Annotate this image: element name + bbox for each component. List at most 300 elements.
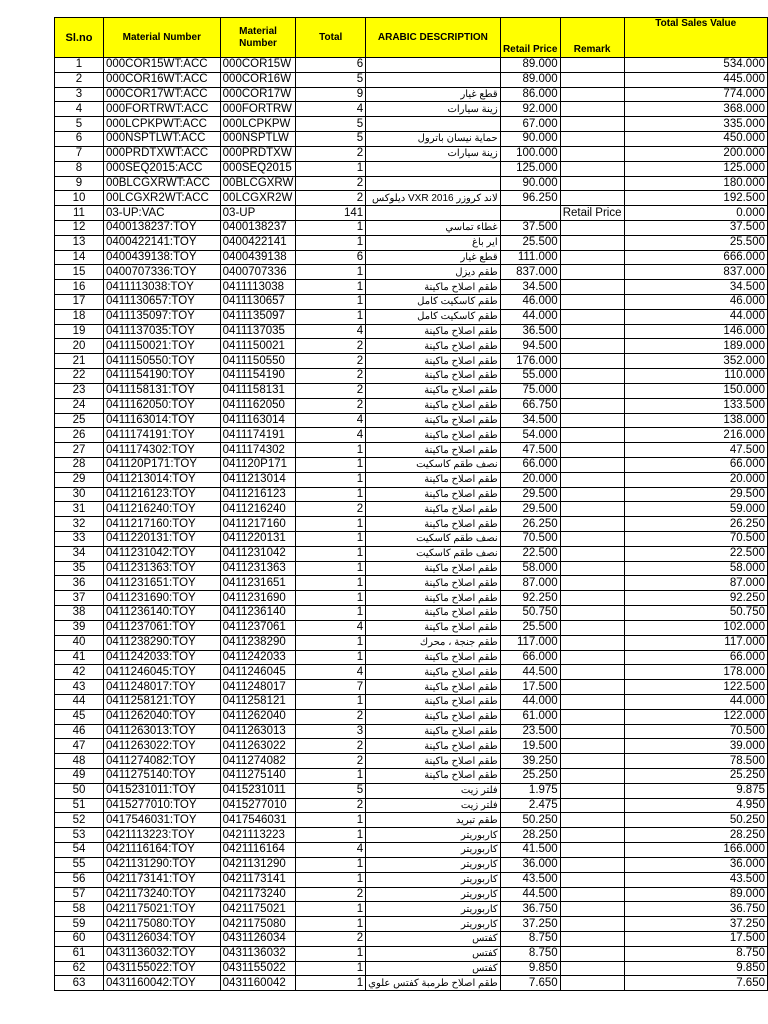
sl-no-cell[interactable]: 16 <box>55 280 104 295</box>
material-number-cell[interactable]: 0411231042:TOY <box>103 546 220 561</box>
material-number-2-cell[interactable]: 000NSPTLW <box>220 132 296 147</box>
total-sales-value-cell[interactable]: 216.000 <box>624 428 767 443</box>
material-number-2-cell[interactable]: 0400439138 <box>220 250 296 265</box>
remark-cell[interactable] <box>560 680 624 695</box>
material-number-2-cell[interactable]: 0411275140 <box>220 769 296 784</box>
arabic-description-cell[interactable]: كاربوريتر <box>366 872 501 887</box>
material-number-2-cell[interactable]: 0411130657 <box>220 295 296 310</box>
material-number-cell[interactable]: 0411163014:TOY <box>103 413 220 428</box>
material-number-cell[interactable]: 0411246045:TOY <box>103 665 220 680</box>
retail-price-cell[interactable]: 75.000 <box>500 383 560 398</box>
total-sales-value-cell[interactable]: 666.000 <box>624 250 767 265</box>
retail-price-cell[interactable]: 19.500 <box>500 739 560 754</box>
remark-cell[interactable]: Retail Price <box>560 206 624 221</box>
remark-cell[interactable] <box>560 917 624 932</box>
total-sales-value-cell[interactable]: 20.000 <box>624 472 767 487</box>
material-number-cell[interactable]: 0411238290:TOY <box>103 635 220 650</box>
remark-cell[interactable] <box>560 220 624 235</box>
total-sales-value-cell[interactable]: 25.250 <box>624 769 767 784</box>
arabic-description-cell[interactable]: طقم اصلاح ماكينة <box>366 383 501 398</box>
header-total[interactable]: Total <box>296 18 366 58</box>
material-number-2-cell[interactable]: 0411150021 <box>220 339 296 354</box>
total-cell[interactable]: 1 <box>296 309 366 324</box>
material-number-2-cell[interactable]: 0421173240 <box>220 887 296 902</box>
total-sales-value-cell[interactable]: 138.000 <box>624 413 767 428</box>
sl-no-cell[interactable]: 28 <box>55 457 104 472</box>
remark-cell[interactable] <box>560 87 624 102</box>
retail-price-cell[interactable]: 55.000 <box>500 369 560 384</box>
total-cell[interactable]: 1 <box>296 472 366 487</box>
sl-no-cell[interactable]: 25 <box>55 413 104 428</box>
material-number-cell[interactable]: 0411217160:TOY <box>103 517 220 532</box>
sl-no-cell[interactable]: 44 <box>55 694 104 709</box>
material-number-2-cell[interactable]: 0415231011 <box>220 783 296 798</box>
sl-no-cell[interactable]: 24 <box>55 398 104 413</box>
total-sales-value-cell[interactable]: 59.000 <box>624 502 767 517</box>
remark-cell[interactable] <box>560 58 624 73</box>
retail-price-cell[interactable]: 96.250 <box>500 191 560 206</box>
arabic-description-cell[interactable]: كاربوريتر <box>366 828 501 843</box>
retail-price-cell[interactable]: 25.250 <box>500 769 560 784</box>
arabic-description-cell[interactable]: كفتس <box>366 946 501 961</box>
sl-no-cell[interactable]: 9 <box>55 176 104 191</box>
total-cell[interactable]: 2 <box>296 354 366 369</box>
remark-cell[interactable] <box>560 783 624 798</box>
arabic-description-cell[interactable]: لاند كروزر VXR 2016 ديلوكس <box>366 191 501 206</box>
material-number-cell[interactable]: 0411263022:TOY <box>103 739 220 754</box>
total-cell[interactable]: 2 <box>296 754 366 769</box>
total-sales-value-cell[interactable]: 133.500 <box>624 398 767 413</box>
material-number-cell[interactable]: 0411236140:TOY <box>103 606 220 621</box>
sl-no-cell[interactable]: 17 <box>55 295 104 310</box>
sl-no-cell[interactable]: 18 <box>55 309 104 324</box>
retail-price-cell[interactable]: 2.475 <box>500 798 560 813</box>
arabic-description-cell[interactable]: طقم اصلاح ماكينة <box>366 487 501 502</box>
arabic-description-cell[interactable]: نصف طقم كاسكيت <box>366 546 501 561</box>
material-number-2-cell[interactable]: 03-UP <box>220 206 296 221</box>
total-sales-value-cell[interactable]: 37.250 <box>624 917 767 932</box>
material-number-2-cell[interactable]: 0411246045 <box>220 665 296 680</box>
retail-price-cell[interactable] <box>500 206 560 221</box>
retail-price-cell[interactable]: 36.750 <box>500 902 560 917</box>
remark-cell[interactable] <box>560 946 624 961</box>
material-number-2-cell[interactable]: 0411237061 <box>220 620 296 635</box>
material-number-cell[interactable]: 0411263013:TOY <box>103 724 220 739</box>
material-number-2-cell[interactable]: 0411231651 <box>220 576 296 591</box>
total-cell[interactable]: 2 <box>296 176 366 191</box>
material-number-2-cell[interactable]: 0411158131 <box>220 383 296 398</box>
material-number-cell[interactable]: 000COR17WT:ACC <box>103 87 220 102</box>
material-number-cell[interactable]: 0411216123:TOY <box>103 487 220 502</box>
arabic-description-cell[interactable]: طقم اصلاح طرمبة كفتس علوي <box>366 976 501 991</box>
total-sales-value-cell[interactable]: 44.000 <box>624 309 767 324</box>
arabic-description-cell[interactable]: كاربوريتر <box>366 857 501 872</box>
sl-no-cell[interactable]: 10 <box>55 191 104 206</box>
material-number-2-cell[interactable]: 0411238290 <box>220 635 296 650</box>
total-cell[interactable]: 5 <box>296 132 366 147</box>
material-number-2-cell[interactable]: 0431160042 <box>220 976 296 991</box>
retail-price-cell[interactable]: 67.000 <box>500 117 560 132</box>
sl-no-cell[interactable]: 5 <box>55 117 104 132</box>
material-number-cell[interactable]: 0421131290:TOY <box>103 857 220 872</box>
material-number-cell[interactable]: 0421116164:TOY <box>103 843 220 858</box>
remark-cell[interactable] <box>560 72 624 87</box>
arabic-description-cell[interactable]: قطع غيار <box>366 87 501 102</box>
sl-no-cell[interactable]: 35 <box>55 561 104 576</box>
retail-price-cell[interactable]: 22.500 <box>500 546 560 561</box>
sl-no-cell[interactable]: 14 <box>55 250 104 265</box>
remark-cell[interactable] <box>560 694 624 709</box>
retail-price-cell[interactable]: 44.500 <box>500 887 560 902</box>
arabic-description-cell[interactable]: طقم اصلاح ماكينة <box>366 650 501 665</box>
arabic-description-cell[interactable]: طقم اصلاح ماكينة <box>366 739 501 754</box>
total-sales-value-cell[interactable]: 837.000 <box>624 265 767 280</box>
remark-cell[interactable] <box>560 487 624 502</box>
total-sales-value-cell[interactable]: 150.000 <box>624 383 767 398</box>
sl-no-cell[interactable]: 62 <box>55 961 104 976</box>
total-sales-value-cell[interactable]: 87.000 <box>624 576 767 591</box>
total-sales-value-cell[interactable]: 534.000 <box>624 58 767 73</box>
total-sales-value-cell[interactable]: 36.750 <box>624 902 767 917</box>
retail-price-cell[interactable]: 8.750 <box>500 946 560 961</box>
remark-cell[interactable] <box>560 383 624 398</box>
remark-cell[interactable] <box>560 235 624 250</box>
material-number-cell[interactable]: 0431155022:TOY <box>103 961 220 976</box>
remark-cell[interactable] <box>560 250 624 265</box>
retail-price-cell[interactable]: 111.000 <box>500 250 560 265</box>
sl-no-cell[interactable]: 39 <box>55 620 104 635</box>
retail-price-cell[interactable]: 50.750 <box>500 606 560 621</box>
total-cell[interactable]: 5 <box>296 72 366 87</box>
total-sales-value-cell[interactable]: 445.000 <box>624 72 767 87</box>
total-cell[interactable]: 1 <box>296 828 366 843</box>
remark-cell[interactable] <box>560 828 624 843</box>
arabic-description-cell[interactable]: طقم اصلاح ماكينة <box>366 591 501 606</box>
sl-no-cell[interactable]: 7 <box>55 146 104 161</box>
material-number-cell[interactable]: 000FORTRWT:ACC <box>103 102 220 117</box>
total-sales-value-cell[interactable]: 146.000 <box>624 324 767 339</box>
total-sales-value-cell[interactable]: 450.000 <box>624 132 767 147</box>
sl-no-cell[interactable]: 30 <box>55 487 104 502</box>
total-cell[interactable]: 2 <box>296 339 366 354</box>
total-sales-value-cell[interactable]: 43.500 <box>624 872 767 887</box>
total-sales-value-cell[interactable]: 180.000 <box>624 176 767 191</box>
arabic-description-cell[interactable]: طقم كاسكيت كامل <box>366 309 501 324</box>
material-number-2-cell[interactable]: 0411248017 <box>220 680 296 695</box>
arabic-description-cell[interactable]: طقم اصلاح ماكينة <box>366 428 501 443</box>
remark-cell[interactable] <box>560 606 624 621</box>
material-number-2-cell[interactable]: 0421131290 <box>220 857 296 872</box>
arabic-description-cell[interactable]: طقم اصلاح ماكينة <box>366 561 501 576</box>
material-number-2-cell[interactable]: 0421116164 <box>220 843 296 858</box>
retail-price-cell[interactable]: 8.750 <box>500 931 560 946</box>
material-number-2-cell[interactable]: 0411213014 <box>220 472 296 487</box>
remark-cell[interactable] <box>560 798 624 813</box>
material-number-cell[interactable]: 0411158131:TOY <box>103 383 220 398</box>
sl-no-cell[interactable]: 42 <box>55 665 104 680</box>
arabic-description-cell[interactable] <box>366 176 501 191</box>
retail-price-cell[interactable]: 90.000 <box>500 132 560 147</box>
retail-price-cell[interactable]: 1.975 <box>500 783 560 798</box>
material-number-2-cell[interactable]: 0421175080 <box>220 917 296 932</box>
retail-price-cell[interactable]: 26.250 <box>500 517 560 532</box>
arabic-description-cell[interactable]: طقم اصلاح ماكينة <box>366 339 501 354</box>
material-number-cell[interactable]: 0417546031:TOY <box>103 813 220 828</box>
total-sales-value-cell[interactable]: 26.250 <box>624 517 767 532</box>
retail-price-cell[interactable]: 37.250 <box>500 917 560 932</box>
total-cell[interactable]: 1 <box>296 917 366 932</box>
total-cell[interactable]: 4 <box>296 428 366 443</box>
arabic-description-cell[interactable]: فلتر زيت <box>366 798 501 813</box>
sl-no-cell[interactable]: 46 <box>55 724 104 739</box>
total-sales-value-cell[interactable]: 66.000 <box>624 457 767 472</box>
material-number-cell[interactable]: 0411231690:TOY <box>103 591 220 606</box>
material-number-cell[interactable]: 0400439138:TOY <box>103 250 220 265</box>
retail-price-cell[interactable]: 50.250 <box>500 813 560 828</box>
arabic-description-cell[interactable]: طقم اصلاح ماكينة <box>366 620 501 635</box>
material-number-cell[interactable]: 000SEQ2015:ACC <box>103 161 220 176</box>
total-cell[interactable]: 1 <box>296 961 366 976</box>
material-number-2-cell[interactable]: 0411258121 <box>220 694 296 709</box>
total-cell[interactable]: 1 <box>296 576 366 591</box>
arabic-description-cell[interactable]: طقم ديزل <box>366 265 501 280</box>
material-number-cell[interactable]: 0411220131:TOY <box>103 532 220 547</box>
material-number-cell[interactable]: 000LCPKPWT:ACC <box>103 117 220 132</box>
arabic-description-cell[interactable]: طقم اصلاح ماكينة <box>366 413 501 428</box>
header-remark[interactable]: Remark <box>560 18 624 58</box>
sl-no-cell[interactable]: 34 <box>55 546 104 561</box>
remark-cell[interactable] <box>560 457 624 472</box>
total-sales-value-cell[interactable]: 192.500 <box>624 191 767 206</box>
sl-no-cell[interactable]: 27 <box>55 443 104 458</box>
remark-cell[interactable] <box>560 295 624 310</box>
retail-price-cell[interactable]: 61.000 <box>500 709 560 724</box>
material-number-cell[interactable]: 0411213014:TOY <box>103 472 220 487</box>
retail-price-cell[interactable]: 94.500 <box>500 339 560 354</box>
material-number-cell[interactable]: 0421175021:TOY <box>103 902 220 917</box>
material-number-cell[interactable]: 0411174302:TOY <box>103 443 220 458</box>
retail-price-cell[interactable]: 117.000 <box>500 635 560 650</box>
sl-no-cell[interactable]: 32 <box>55 517 104 532</box>
arabic-description-cell[interactable]: طقم كاسكيت كامل <box>366 295 501 310</box>
retail-price-cell[interactable]: 66.000 <box>500 650 560 665</box>
remark-cell[interactable] <box>560 472 624 487</box>
material-number-cell[interactable]: 000COR15WT:ACC <box>103 58 220 73</box>
header-material-number[interactable]: Material Number <box>103 18 220 58</box>
total-cell[interactable]: 2 <box>296 191 366 206</box>
total-sales-value-cell[interactable]: 70.500 <box>624 724 767 739</box>
retail-price-cell[interactable]: 46.000 <box>500 295 560 310</box>
arabic-description-cell[interactable]: طقم تبريد <box>366 813 501 828</box>
remark-cell[interactable] <box>560 769 624 784</box>
total-cell[interactable]: 1 <box>296 561 366 576</box>
arabic-description-cell[interactable]: طقم اصلاح ماكينة <box>366 724 501 739</box>
sl-no-cell[interactable]: 22 <box>55 369 104 384</box>
total-cell[interactable]: 4 <box>296 843 366 858</box>
retail-price-cell[interactable]: 70.500 <box>500 532 560 547</box>
remark-cell[interactable] <box>560 620 624 635</box>
sl-no-cell[interactable]: 20 <box>55 339 104 354</box>
sl-no-cell[interactable]: 12 <box>55 220 104 235</box>
material-number-2-cell[interactable]: 0431155022 <box>220 961 296 976</box>
material-number-2-cell[interactable]: 0411163014 <box>220 413 296 428</box>
remark-cell[interactable] <box>560 324 624 339</box>
material-number-cell[interactable]: 0411275140:TOY <box>103 769 220 784</box>
total-cell[interactable]: 4 <box>296 413 366 428</box>
total-cell[interactable]: 2 <box>296 798 366 813</box>
material-number-cell[interactable]: 0411248017:TOY <box>103 680 220 695</box>
arabic-description-cell[interactable] <box>366 117 501 132</box>
sl-no-cell[interactable]: 51 <box>55 798 104 813</box>
total-cell[interactable]: 141 <box>296 206 366 221</box>
remark-cell[interactable] <box>560 857 624 872</box>
arabic-description-cell[interactable]: طقم جنجة ، محرك <box>366 635 501 650</box>
material-number-cell[interactable]: 03-UP:VAC <box>103 206 220 221</box>
retail-price-cell[interactable]: 44.000 <box>500 309 560 324</box>
retail-price-cell[interactable]: 39.250 <box>500 754 560 769</box>
material-number-cell[interactable]: 0411274082:TOY <box>103 754 220 769</box>
retail-price-cell[interactable]: 100.000 <box>500 146 560 161</box>
retail-price-cell[interactable]: 125.000 <box>500 161 560 176</box>
total-sales-value-cell[interactable]: 70.500 <box>624 532 767 547</box>
sl-no-cell[interactable]: 11 <box>55 206 104 221</box>
material-number-2-cell[interactable]: 0411216123 <box>220 487 296 502</box>
remark-cell[interactable] <box>560 754 624 769</box>
arabic-description-cell[interactable]: فلتر زيت <box>366 783 501 798</box>
total-cell[interactable]: 1 <box>296 265 366 280</box>
sl-no-cell[interactable]: 26 <box>55 428 104 443</box>
total-cell[interactable]: 1 <box>296 487 366 502</box>
material-number-cell[interactable]: 0400138237:TOY <box>103 220 220 235</box>
material-number-cell[interactable]: 00BLCGXRWT:ACC <box>103 176 220 191</box>
retail-price-cell[interactable]: 58.000 <box>500 561 560 576</box>
total-cell[interactable]: 3 <box>296 724 366 739</box>
total-cell[interactable]: 4 <box>296 665 366 680</box>
sl-no-cell[interactable]: 58 <box>55 902 104 917</box>
material-number-cell[interactable]: 0421113223:TOY <box>103 828 220 843</box>
total-sales-value-cell[interactable]: 25.500 <box>624 235 767 250</box>
retail-price-cell[interactable]: 7.650 <box>500 976 560 991</box>
header-retail-price[interactable]: Retail Price <box>500 18 560 58</box>
total-cell[interactable]: 1 <box>296 546 366 561</box>
total-sales-value-cell[interactable]: 110.000 <box>624 369 767 384</box>
arabic-description-cell[interactable]: زينة سيارات <box>366 102 501 117</box>
material-number-cell[interactable]: 0421173240:TOY <box>103 887 220 902</box>
sl-no-cell[interactable]: 54 <box>55 843 104 858</box>
remark-cell[interactable] <box>560 887 624 902</box>
material-number-2-cell[interactable]: 0411174302 <box>220 443 296 458</box>
sl-no-cell[interactable]: 60 <box>55 931 104 946</box>
retail-price-cell[interactable]: 66.000 <box>500 457 560 472</box>
total-cell[interactable]: 1 <box>296 161 366 176</box>
material-number-2-cell[interactable]: 00LCGXR2W <box>220 191 296 206</box>
material-number-cell[interactable]: 0415231011:TOY <box>103 783 220 798</box>
header-material-number-2[interactable]: Material Number <box>220 18 296 58</box>
retail-price-cell[interactable]: 25.500 <box>500 235 560 250</box>
total-sales-value-cell[interactable]: 335.000 <box>624 117 767 132</box>
arabic-description-cell[interactable]: طقم اصلاح ماكينة <box>366 280 501 295</box>
material-number-cell[interactable]: 0431126034:TOY <box>103 931 220 946</box>
remark-cell[interactable] <box>560 517 624 532</box>
total-cell[interactable]: 1 <box>296 235 366 250</box>
retail-price-cell[interactable]: 89.000 <box>500 72 560 87</box>
remark-cell[interactable] <box>560 102 624 117</box>
remark-cell[interactable] <box>560 265 624 280</box>
arabic-description-cell[interactable]: طقم اصلاح ماكينة <box>366 472 501 487</box>
remark-cell[interactable] <box>560 724 624 739</box>
sl-no-cell[interactable]: 31 <box>55 502 104 517</box>
total-sales-value-cell[interactable]: 47.500 <box>624 443 767 458</box>
material-number-2-cell[interactable]: 000SEQ2015 <box>220 161 296 176</box>
material-number-2-cell[interactable]: 0411263022 <box>220 739 296 754</box>
material-number-2-cell[interactable]: 0431126034 <box>220 931 296 946</box>
total-cell[interactable]: 5 <box>296 117 366 132</box>
arabic-description-cell[interactable]: طقم اصلاح ماكينة <box>366 709 501 724</box>
retail-price-cell[interactable]: 23.500 <box>500 724 560 739</box>
total-sales-value-cell[interactable]: 189.000 <box>624 339 767 354</box>
arabic-description-cell[interactable]: طقم اصلاح ماكينة <box>366 769 501 784</box>
total-cell[interactable]: 1 <box>296 295 366 310</box>
material-number-cell[interactable]: 000PRDTXWT:ACC <box>103 146 220 161</box>
retail-price-cell[interactable]: 92.250 <box>500 591 560 606</box>
total-sales-value-cell[interactable]: 125.000 <box>624 161 767 176</box>
arabic-description-cell[interactable]: اير باغ <box>366 235 501 250</box>
remark-cell[interactable] <box>560 117 624 132</box>
retail-price-cell[interactable]: 37.500 <box>500 220 560 235</box>
sl-no-cell[interactable]: 4 <box>55 102 104 117</box>
material-number-2-cell[interactable]: 0421113223 <box>220 828 296 843</box>
remark-cell[interactable] <box>560 843 624 858</box>
remark-cell[interactable] <box>560 146 624 161</box>
remark-cell[interactable] <box>560 665 624 680</box>
retail-price-cell[interactable]: 29.500 <box>500 502 560 517</box>
total-cell[interactable]: 2 <box>296 398 366 413</box>
sl-no-cell[interactable]: 45 <box>55 709 104 724</box>
total-sales-value-cell[interactable]: 34.500 <box>624 280 767 295</box>
total-sales-value-cell[interactable]: 200.000 <box>624 146 767 161</box>
sl-no-cell[interactable]: 37 <box>55 591 104 606</box>
total-cell[interactable]: 6 <box>296 250 366 265</box>
total-cell[interactable]: 2 <box>296 931 366 946</box>
remark-cell[interactable] <box>560 576 624 591</box>
total-sales-value-cell[interactable]: 8.750 <box>624 946 767 961</box>
retail-price-cell[interactable]: 36.500 <box>500 324 560 339</box>
sl-no-cell[interactable]: 43 <box>55 680 104 695</box>
header-sl-no[interactable]: Sl.no <box>55 18 104 58</box>
material-number-2-cell[interactable]: 0415277010 <box>220 798 296 813</box>
total-sales-value-cell[interactable]: 89.000 <box>624 887 767 902</box>
total-cell[interactable]: 1 <box>296 591 366 606</box>
arabic-description-cell[interactable]: غطاء تماسي <box>366 220 501 235</box>
retail-price-cell[interactable]: 47.500 <box>500 443 560 458</box>
material-number-cell[interactable]: 0411231651:TOY <box>103 576 220 591</box>
total-sales-value-cell[interactable]: 122.000 <box>624 709 767 724</box>
material-number-cell[interactable]: 0400422141:TOY <box>103 235 220 250</box>
sl-no-cell[interactable]: 52 <box>55 813 104 828</box>
remark-cell[interactable] <box>560 739 624 754</box>
arabic-description-cell[interactable]: كاربوريتر <box>366 887 501 902</box>
sl-no-cell[interactable]: 3 <box>55 87 104 102</box>
material-number-2-cell[interactable]: 0411231690 <box>220 591 296 606</box>
total-cell[interactable]: 2 <box>296 369 366 384</box>
remark-cell[interactable] <box>560 398 624 413</box>
total-sales-value-cell[interactable]: 66.000 <box>624 650 767 665</box>
remark-cell[interactable] <box>560 191 624 206</box>
total-cell[interactable]: 2 <box>296 502 366 517</box>
total-cell[interactable]: 1 <box>296 457 366 472</box>
remark-cell[interactable] <box>560 280 624 295</box>
remark-cell[interactable] <box>560 176 624 191</box>
